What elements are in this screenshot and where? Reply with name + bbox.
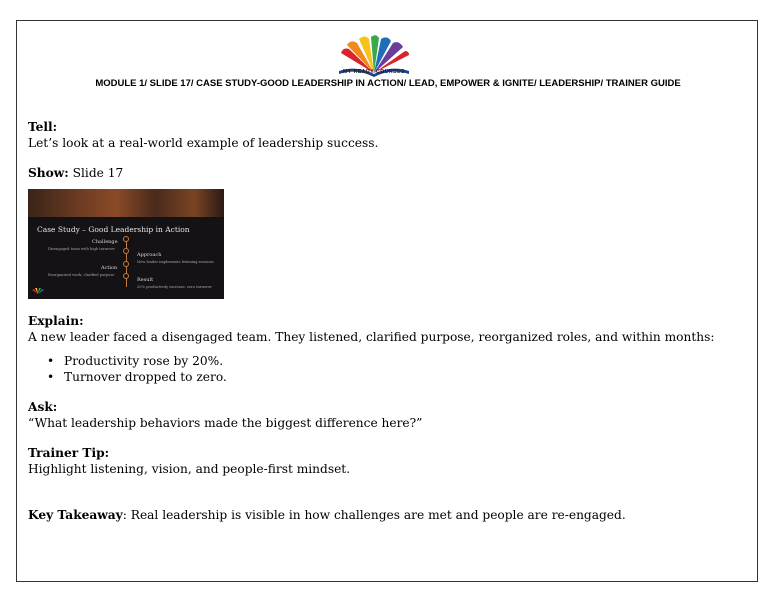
slide-challenge-text: Disengaged team with high turnover <box>48 247 116 251</box>
slide-approach-text: New leader implements listening sessions <box>137 260 214 264</box>
trainer-guide-content <box>28 119 748 523</box>
explain-text: A new leader faced a disengaged team. They listened, clarified purpose, reorganized roles, and within months: <box>28 330 715 344</box>
logo-text: MY READY COURSES <box>343 69 405 75</box>
key-takeaway-text: : Real leadership is visible in how challenges are met and people are re-engaged. <box>122 508 626 522</box>
ask-text: “What leadership behaviors made the biggest difference here?” <box>28 416 423 430</box>
bullet-dot-icon: • <box>47 370 55 384</box>
timeline-dot-icon <box>123 273 129 279</box>
bullet-text: Turnover dropped to zero. <box>64 370 227 384</box>
slide-title: Case Study – Good Leadership in Action <box>37 225 190 234</box>
show-label: Show: <box>28 166 69 180</box>
slide-action-label: Action <box>101 265 118 271</box>
key-takeaway-section <box>28 507 748 523</box>
slide-result-text: 20% productivity increase, zero turnover <box>137 285 212 289</box>
ask-label: Ask: <box>28 400 58 414</box>
timeline-dot-icon <box>123 261 129 267</box>
bullet-dot-icon: • <box>47 354 55 368</box>
page-header-title: MODULE 1/ SLIDE 17/ CASE STUDY-GOOD LEADERSHIP IN ACTION/ LEAD, EMPOWER & IGNITE/ LEADERSHIP/ TRAINER GUIDE <box>95 78 681 89</box>
explain-bullet-list <box>28 353 748 385</box>
trainer-tip-section <box>28 445 748 477</box>
trainer-tip-text: Highlight listening, vision, and people-first mindset. <box>28 462 351 476</box>
tell-section <box>28 119 748 151</box>
bullet-text: Productivity rose by 20%. <box>64 354 224 368</box>
slide-approach-label: Approach <box>137 252 162 258</box>
show-section <box>28 165 748 181</box>
slide-thumbnail <box>28 189 224 299</box>
document-page <box>16 20 758 582</box>
tell-label: Tell: <box>28 120 58 134</box>
explain-label: Explain: <box>28 314 84 328</box>
slide-header-photo <box>28 189 224 217</box>
tell-text: Let’s look at a real-world example of leadership success. <box>28 136 379 150</box>
slide-challenge-label: Challenge <box>92 239 118 245</box>
ask-section <box>28 399 748 431</box>
slide-result-label: Result <box>137 277 154 283</box>
slide-logo-icon <box>31 287 45 295</box>
key-takeaway-label: Key Takeaway <box>28 508 123 522</box>
slide-action-text: Reorganized work, clarified purpose <box>48 273 115 277</box>
list-item <box>47 353 748 369</box>
show-text: Slide 17 <box>68 166 124 180</box>
timeline-dot-icon <box>123 236 129 242</box>
timeline-dot-icon <box>123 248 129 254</box>
explain-section <box>28 313 748 345</box>
trainer-tip-label: Trainer Tip: <box>28 446 110 460</box>
list-item <box>47 369 748 385</box>
